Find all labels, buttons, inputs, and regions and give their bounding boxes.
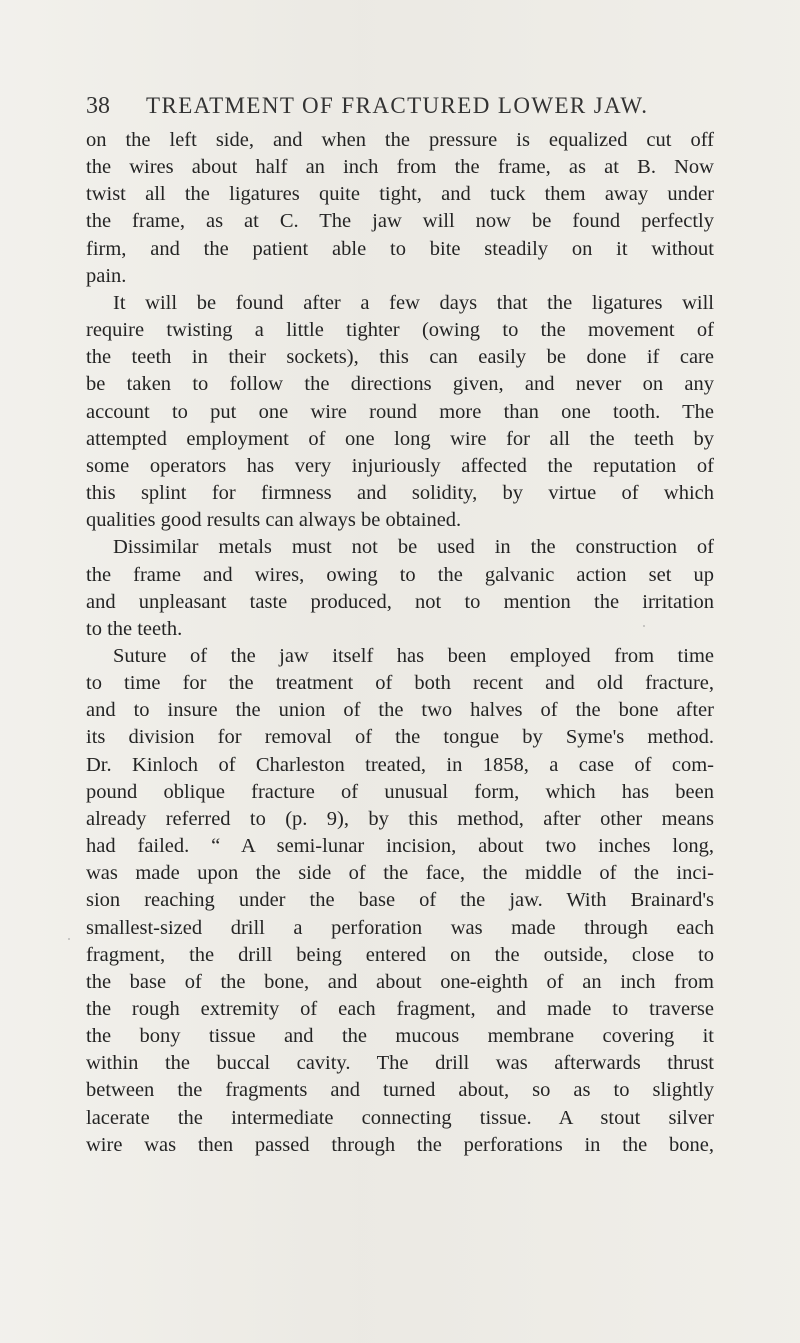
text-line: pound oblique fracture of unusual form, which has been xyxy=(86,780,714,803)
text-line: to time for the treatment of both recent and old fracture, xyxy=(86,672,714,695)
text-line: Dr. Kinloch of Charleston treated, in 1858, a case of com- xyxy=(86,753,714,776)
text-line: this splint for firmness and solidity, by virtue of which xyxy=(86,482,714,505)
text-line: qualities good results can always be obtained. xyxy=(86,509,462,532)
text-line: the rough extremity of each fragment, and made to traverse xyxy=(86,998,714,1020)
text-line: the bony tissue and the mucous membrane covering it xyxy=(86,1025,714,1048)
running-head: TREATMENT OF FRACTURED LOWER JAW. xyxy=(146,93,649,118)
text-line: the wires about half an inch from the frame, as at B. Now xyxy=(86,156,714,179)
text-line: Dissimilar metals must not be used in the construction of xyxy=(113,536,714,559)
text-line: some operators has very injuriously affected the reputation of xyxy=(86,454,714,477)
print-speck xyxy=(643,625,645,627)
text-line: the frame, as at C. The jaw will now be found perfectly xyxy=(86,210,714,233)
print-speck xyxy=(68,938,70,940)
text-line: smallest-sized drill a perforation was made through each xyxy=(86,916,714,939)
text-line: to the teeth. xyxy=(86,617,183,640)
text-line: the teeth in their sockets), this can easily be done if care xyxy=(86,346,714,369)
text-line: attempted employment of one long wire for all the teeth by xyxy=(86,427,714,450)
text-line: be taken to follow the directions given, and never on any xyxy=(86,373,714,396)
text-line: and unpleasant taste produced, not to mention the irritation xyxy=(86,590,714,613)
text-line: lacerate the intermediate connecting tissue. A stout silver xyxy=(86,1106,714,1129)
body-text xyxy=(86,127,714,1159)
text-line: require twisting a little tighter (owing to the movement of xyxy=(86,319,714,342)
text-line: sion reaching under the base of the jaw. With Brainard's xyxy=(86,889,714,912)
text-line: between the fragments and turned about, so as to slightly xyxy=(86,1079,714,1102)
text-line: pain. xyxy=(86,264,127,287)
text-line: wire was then passed through the perforations in the bone, xyxy=(86,1133,714,1156)
text-line: the frame and wires, owing to the galvanic action set up xyxy=(86,563,714,586)
page-header xyxy=(86,92,714,120)
text-line: It will be found after a few days that the ligatures will xyxy=(113,291,714,314)
text-line: already referred to (p. 9), by this method, after other means xyxy=(86,807,714,830)
text-line: had failed. “ A semi-lunar incision, about two inches long, xyxy=(86,835,714,858)
text-line: its division for removal of the tongue by Syme's method. xyxy=(86,726,714,749)
page-number: 38 xyxy=(86,92,110,119)
text-line: firm, and the patient able to bite steadily on it without xyxy=(86,237,714,260)
text-line: on the left side, and when the pressure is equalized cut off xyxy=(86,129,714,151)
text-line: twist all the ligatures quite tight, and tuck them away under xyxy=(86,183,714,206)
text-line: account to put one wire round more than one tooth. The xyxy=(86,400,714,423)
text-line: the base of the bone, and about one-eighth of an inch from xyxy=(86,970,714,993)
text-line: and to insure the union of the two halves of the bone after xyxy=(86,699,714,722)
text-line: was made upon the side of the face, the middle of the inci- xyxy=(86,862,714,885)
text-line: fragment, the drill being entered on the outside, close to xyxy=(86,943,714,966)
text-line: Suture of the jaw itself has been employed from time xyxy=(113,644,714,667)
text-line: within the buccal cavity. The drill was afterwards thrust xyxy=(86,1052,714,1075)
